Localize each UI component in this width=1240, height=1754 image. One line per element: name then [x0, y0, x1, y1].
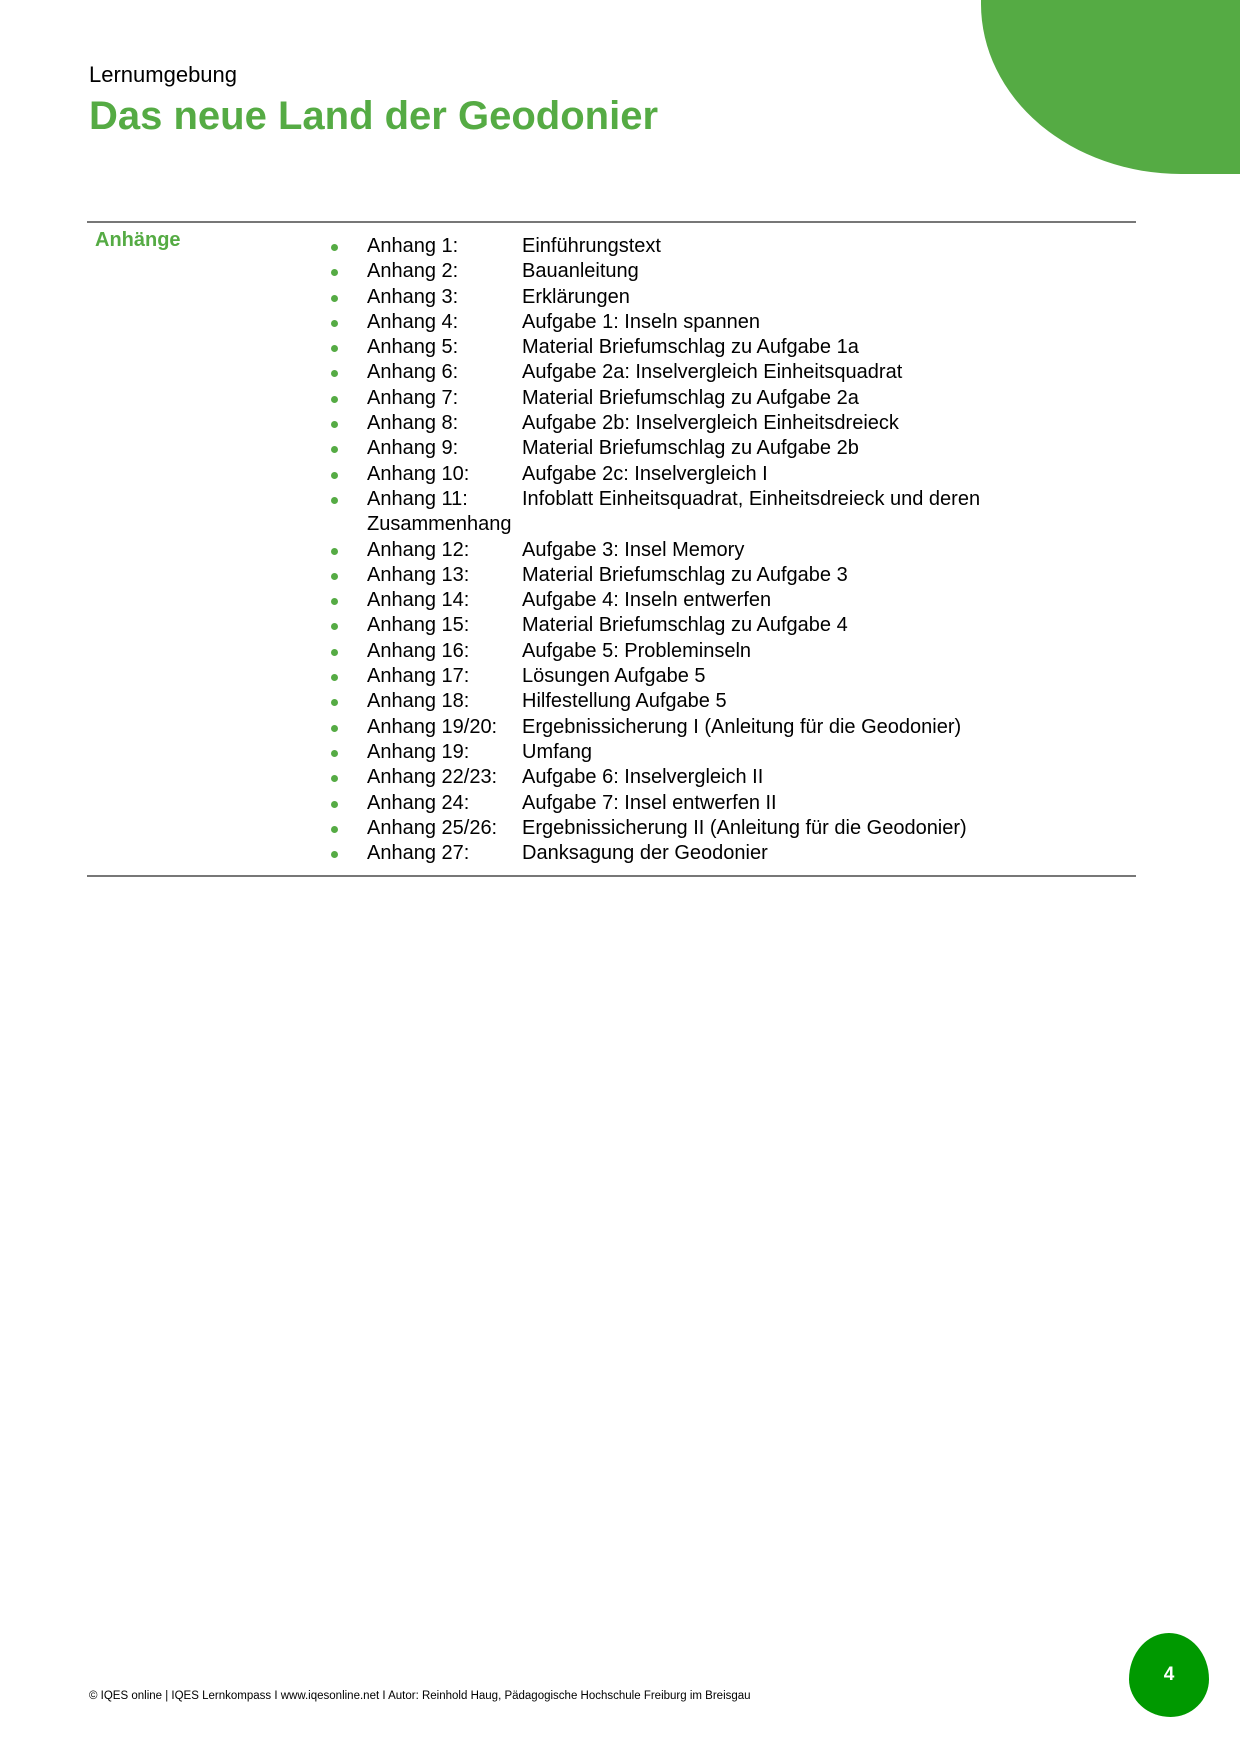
list-item: [325, 588, 980, 613]
bullet-icon: [331, 725, 338, 732]
bullet-icon: [331, 497, 338, 504]
list-item: [325, 335, 980, 360]
bullet-icon: [331, 244, 338, 251]
appendix-title: Material Briefumschlag zu Aufgabe 3: [522, 563, 848, 586]
bottom-divider: [87, 875, 1136, 877]
appendix-title: Aufgabe 4: Inseln entwerfen: [522, 589, 772, 612]
list-item: [325, 487, 980, 538]
top-divider: [87, 221, 1136, 223]
appendix-label: Anhang 11:: [367, 487, 468, 510]
list-item: [325, 740, 980, 765]
bullet-icon: [331, 598, 338, 605]
list-item: [325, 613, 980, 638]
appendix-title: Lösungen Aufgabe 5: [522, 665, 706, 688]
bullet-icon: [331, 750, 338, 757]
decorative-green-shape: [981, 0, 1240, 174]
appendix-title: Aufgabe 7: Insel entwerfen II: [522, 791, 777, 814]
appendix-label: Anhang 25/26:: [367, 816, 498, 839]
appendix-label: Anhang 15:: [367, 614, 470, 637]
appendix-title: Infoblatt Einheitsquadrat, Einheitsdreieck und deren: [522, 487, 981, 510]
bullet-icon: [331, 345, 338, 352]
list-item: [325, 664, 980, 689]
bullet-icon: [331, 472, 338, 479]
bullet-icon: [331, 775, 338, 782]
appendix-label: Anhang 8:: [367, 412, 459, 435]
appendix-label: Anhang 1:: [367, 235, 459, 257]
document-kicker: Lernumgebung: [89, 62, 238, 87]
bullet-icon: [331, 851, 338, 858]
appendix-label: Anhang 7:: [367, 386, 459, 409]
list-item: [325, 816, 980, 841]
list-item: [325, 259, 980, 284]
appendix-label: Anhang 2:: [367, 260, 459, 283]
appendix-title: Danksagung der Geodonier: [522, 842, 768, 865]
appendix-label: Anhang 14:: [367, 589, 470, 612]
bullet-icon: [331, 320, 338, 327]
bullet-icon: [331, 826, 338, 833]
appendix-label: Anhang 10:: [367, 462, 470, 485]
list-item: [325, 285, 980, 310]
footer-text: © IQES online | IQES Lernkompass I www.iqesonline.net I Autor: Reinhold Haug, Pädagogische Hochschule Freiburg im Breisgau: [89, 1690, 751, 1702]
appendix-label: Anhang 3:: [367, 285, 459, 308]
bullet-icon: [331, 548, 338, 555]
appendix-title: Material Briefumschlag zu Aufgabe 2a: [522, 386, 859, 409]
appendix-label: Anhang 16:: [367, 639, 470, 662]
appendix-title: Erklärungen: [522, 285, 630, 308]
bullet-icon: [331, 623, 338, 630]
appendix-label: Anhang 13:: [367, 563, 470, 586]
appendix-label: Anhang 19:: [367, 740, 470, 763]
appendix-label: Anhang 5:: [367, 336, 459, 359]
bullet-icon: [331, 295, 338, 302]
bullet-icon: [331, 421, 338, 428]
list-item: [325, 386, 980, 411]
list-item: [325, 234, 980, 259]
appendix-title: Umfang: [522, 740, 593, 763]
appendix-list: [325, 234, 980, 866]
appendix-title: Material Briefumschlag zu Aufgabe 4: [522, 614, 848, 637]
appendix-title: Ergebnissicherung I (Anleitung für die Geodonier): [522, 715, 962, 738]
bullet-icon: [331, 801, 338, 808]
list-item: [325, 462, 980, 487]
list-item: [325, 563, 980, 588]
bullet-icon: [331, 573, 338, 580]
appendix-title: Ergebnissicherung II (Anleitung für die Geodonier): [522, 816, 967, 839]
appendix-label: Anhang 27:: [367, 842, 470, 865]
appendix-title: Aufgabe 5: Probleminseln: [522, 639, 752, 662]
list-item: [325, 715, 980, 740]
list-item: [325, 689, 980, 714]
appendix-title: Material Briefumschlag zu Aufgabe 1a: [522, 336, 859, 359]
appendix-label: Anhang 19/20:: [367, 715, 498, 738]
list-item: [325, 411, 980, 436]
list-item: [325, 791, 980, 816]
list-item: [325, 841, 980, 866]
section-label: Anhänge: [95, 229, 181, 251]
appendix-title: Aufgabe 2b: Inselvergleich Einheitsdreieck: [522, 412, 899, 435]
appendix-label: Anhang 9:: [367, 437, 459, 460]
appendix-title: Aufgabe 3: Insel Memory: [522, 538, 745, 561]
appendix-title-continued: Zusammenhang: [367, 513, 512, 536]
list-item: [325, 360, 980, 385]
appendix-title: Einführungstext: [522, 235, 661, 257]
appendix-title: Aufgabe 2a: Inselvergleich Einheitsquadrat: [522, 361, 903, 384]
page-number: 4: [1163, 1664, 1175, 1685]
appendix-label: Anhang 18:: [367, 690, 470, 713]
appendix-title: Aufgabe 1: Inseln spannen: [522, 310, 760, 333]
list-item: [325, 538, 980, 563]
bullet-icon: [331, 649, 338, 656]
bullet-icon: [331, 674, 338, 681]
appendix-title: Aufgabe 2c: Inselvergleich I: [522, 462, 768, 485]
appendix-label: Anhang 4:: [367, 310, 459, 333]
page-number-badge: [1129, 1633, 1209, 1717]
list-item: [325, 765, 980, 790]
page-title: Das neue Land der Geodonier: [89, 94, 659, 138]
bullet-icon: [331, 699, 338, 706]
appendix-label: Anhang 6:: [367, 361, 459, 384]
bullet-icon: [331, 396, 338, 403]
appendix-title: Material Briefumschlag zu Aufgabe 2b: [522, 437, 859, 460]
appendix-label: Anhang 17:: [367, 665, 470, 688]
bullet-icon: [331, 370, 338, 377]
appendix-label: Anhang 24:: [367, 791, 470, 814]
list-item: [325, 436, 980, 461]
bullet-icon: [331, 446, 338, 453]
list-item: [325, 639, 980, 664]
appendix-label: Anhang 12:: [367, 538, 470, 561]
appendix-title: Hilfestellung Aufgabe 5: [522, 690, 727, 713]
bullet-icon: [331, 269, 338, 276]
list-item: [325, 310, 980, 335]
appendix-title: Bauanleitung: [522, 260, 639, 283]
appendix-label: Anhang 22/23:: [367, 766, 498, 789]
appendix-title: Aufgabe 6: Inselvergleich II: [522, 766, 764, 789]
